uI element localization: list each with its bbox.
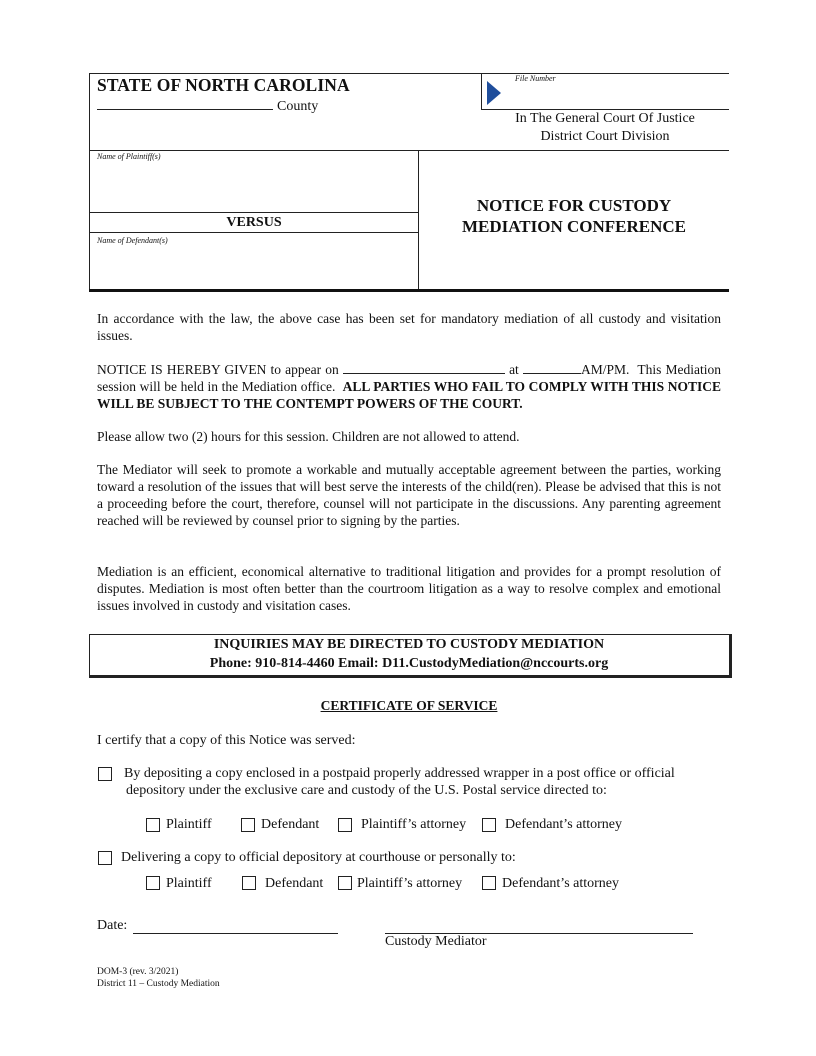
delivery-plaintiff-label: Plaintiff xyxy=(166,876,212,891)
delivery-defendant-attorney-label: Defendant’s attorney xyxy=(502,876,620,891)
paragraph-mandatory-mediation: In accordance with the law, the above case has been set for mandatory mediation of all custody and visitation issues. xyxy=(97,311,721,343)
county-field[interactable] xyxy=(97,97,318,115)
postal-plaintiff-label: Plaintiff xyxy=(166,817,212,832)
notice-location-text: This Mediation session will be held in the Mediation office. xyxy=(97,362,722,394)
court-name: In The General Court Of Justice xyxy=(515,111,695,126)
arrow-right-icon xyxy=(487,81,501,105)
form-id: DOM-3 (rev. 3/2021) xyxy=(97,967,179,977)
defendant-label: Name of Defendant(s) xyxy=(97,236,168,245)
inquiries-contact: Phone: 910-814-4460 Email: D11.CustodyMediation@nccourts.org xyxy=(209,656,609,671)
checkbox-delivery-defendant[interactable] xyxy=(242,876,256,890)
certificate-intro: I certify that a copy of this Notice was served: xyxy=(97,733,356,748)
contempt-warning: ALL PARTIES WHO FAIL TO COMPLY WITH THIS NOTICE WILL BE SUBJECT TO THE CONTEMPT POWERS OF THE COURT. xyxy=(97,378,722,411)
delivery-defendant-label: Defendant xyxy=(265,876,324,891)
checkbox-postal-defendant-attorney[interactable] xyxy=(482,818,496,832)
checkbox-postal-plaintiff[interactable] xyxy=(146,818,160,832)
appointment-date-blank[interactable] xyxy=(343,362,505,374)
delivery-plaintiff-attorney-label: Plaintiff’s attorney xyxy=(357,876,463,891)
file-number-label: File Number xyxy=(515,74,556,83)
postal-plaintiff-attorney-label: Plaintiff’s attorney xyxy=(361,817,467,832)
header-left-rule xyxy=(89,73,90,291)
checkbox-delivery-plaintiff-attorney[interactable] xyxy=(338,876,352,890)
signer-label: Custody Mediator xyxy=(385,934,487,949)
form-district: District 11 – Custody Mediation xyxy=(97,979,220,989)
date-label: Date: xyxy=(97,918,128,933)
postal-defendant-label: Defendant xyxy=(261,817,320,832)
notice-appear-text: NOTICE IS HEREBY GIVEN to appear on xyxy=(97,362,339,377)
county-blank[interactable] xyxy=(97,97,273,110)
versus-label: VERSUS xyxy=(226,215,282,230)
notice-title-line1: NOTICE FOR CUSTODY xyxy=(476,196,672,215)
notice-at-text: at xyxy=(509,362,519,377)
date-blank[interactable] xyxy=(133,933,338,934)
checkbox-postal-plaintiff-attorney[interactable] xyxy=(338,818,352,832)
option-postal-line1: By depositing a copy enclosed in a postpaid properly addressed wrapper in a post office or official xyxy=(124,766,675,781)
option-postal-line2: depository under the exclusive care and custody of the U.S. Postal service directed to: xyxy=(126,783,607,798)
checkbox-delivery-plaintiff[interactable] xyxy=(146,876,160,890)
header-middle-rule xyxy=(89,150,729,151)
appointment-time-blank[interactable] xyxy=(523,362,581,374)
paragraph-mediator-role: The Mediator will seek to promote a workable and mutually acceptable agreement between the parties, working toward a resolution of the issues that will best serve the interests of the child(ren). Please be advised that this is not a proceeding before the court, therefore, counsel will not participate in the discussions. Any parenting agreement reached will be reviewed by counsel prior to signing by the parties. xyxy=(97,462,721,528)
versus-bottom-rule xyxy=(89,232,419,233)
inquiries-heading: INQUIRIES MAY BE DIRECTED TO CUSTODY MEDIATION xyxy=(213,637,605,652)
county-label: County xyxy=(277,99,319,114)
checkbox-personal-delivery[interactable] xyxy=(98,851,112,865)
notice-title xyxy=(420,195,728,237)
plaintiff-label: Name of Plaintiff(s) xyxy=(97,152,161,161)
notice-title-line2: MEDIATION CONFERENCE xyxy=(461,217,686,236)
state-title: STATE OF NORTH CAROLINA xyxy=(97,75,350,95)
option-personal-delivery: Delivering a copy to official depository at courthouse or personally to: xyxy=(121,850,516,865)
header-bottom-rule xyxy=(89,289,729,292)
notice-ampm-text: AM/PM. xyxy=(580,362,630,377)
checkbox-postal-defendant[interactable] xyxy=(241,818,255,832)
checkbox-delivery-defendant-attorney[interactable] xyxy=(482,876,496,890)
court-division: District Court Division xyxy=(540,129,670,144)
paragraph-duration: Please allow two (2) hours for this session. Children are not allowed to attend. xyxy=(97,429,520,444)
certificate-title: CERTIFICATE OF SERVICE xyxy=(320,698,498,713)
checkbox-postal-service[interactable] xyxy=(98,767,112,781)
versus-top-rule xyxy=(89,212,419,213)
paragraph-mediation-benefits: Mediation is an efficient, economical alternative to traditional litigation and provides for a prompt resolution of disputes. Mediation is most often better than the courtroom litigation as a way to resolve complex and emotional issues involved in custody and visitation cases. xyxy=(97,564,721,613)
paragraph-notice xyxy=(97,362,721,413)
postal-defendant-attorney-label: Defendant’s attorney xyxy=(505,817,623,832)
